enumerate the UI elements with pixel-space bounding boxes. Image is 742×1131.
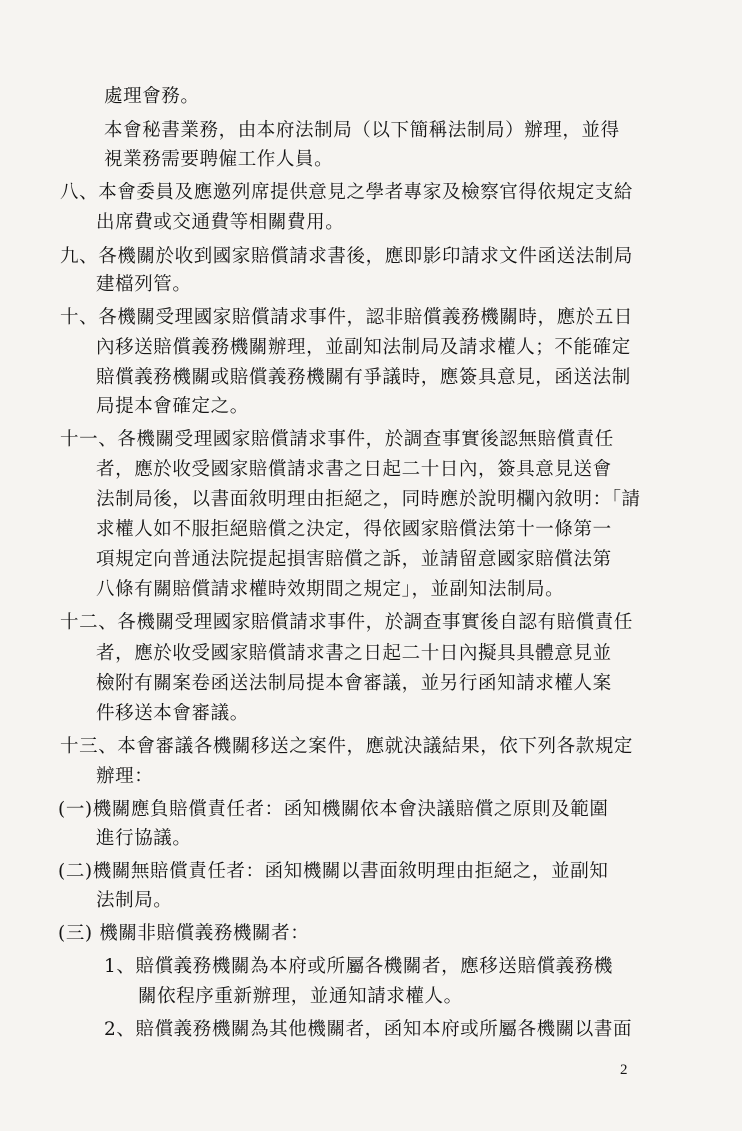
text-line: 項規定向普通法院提起損害賠償之訴，並請留意國家賠償法第 [96, 549, 612, 570]
text-line: 2、賠償義務機關為其他機關者，函知本府或所屬各機關以書面 [104, 1019, 633, 1040]
text-line: 進行協議。 [96, 828, 192, 849]
text-line: 求權人如不服拒絕賠償之決定，得依國家賠償法第十一條第一 [96, 519, 612, 540]
text-line: 十三、本會審議各機關移送之案件，應就決議結果，依下列各款規定 [60, 736, 634, 757]
text-line: 辦理： [96, 766, 154, 787]
text-line: 法制局。 [96, 890, 173, 911]
text-line: 十二、各機關受理國家賠償請求事件，於調查事實後自認有賠償責任 [60, 612, 634, 633]
text-line: 九、各機關於收到國家賠償請求書後，應即影印請求文件函送法制局 [60, 246, 634, 267]
text-line: 建檔列管。 [96, 274, 192, 295]
text-line: 1、賠償義務機關為本府或所屬各機關者，應移送賠償義務機 [104, 956, 613, 977]
text-line: 八條有關賠償請求權時效期間之規定」，並副知法制局。 [96, 579, 565, 600]
text-line: 賠償義務機關或賠償義務機關有爭議時，應簽具意見，函送法制 [96, 367, 631, 388]
text-line: (二)機關無賠償責任者：函知機關以書面敘明理由拒絕之，並副知 [58, 861, 609, 882]
text-line: 十一、各機關受理國家賠償請求事件，於調查事實後認無賠償責任 [60, 429, 614, 450]
text-line: 內移送賠償義務機關辦理，並副知法制局及請求權人；不能確定 [96, 337, 631, 358]
text-line: 處理會務。 [104, 86, 200, 107]
text-line: 本會秘書業務，由本府法制局（以下簡稱法制局）辦理，並得 [104, 120, 620, 141]
text-line: 出席費或交通費等相關費用。 [96, 212, 345, 233]
text-line: 八、本會委員及應邀列席提供意見之學者專家及檢察官得依規定支給 [60, 182, 634, 203]
text-line: 檢附有關案卷函送法制局提本會審議，並另行函知請求權人案 [96, 673, 612, 694]
text-line: 者，應於收受國家賠償請求書之日起二十日內擬具具體意見並 [96, 643, 612, 664]
page-number: 2 [620, 1062, 628, 1078]
text-line: 關依程序重新辦理，並通知請求權人。 [138, 986, 463, 1007]
text-line: 者，應於收受國家賠償請求書之日起二十日內，簽具意見送會 [96, 459, 612, 480]
text-line: 局提本會確定之。 [96, 396, 249, 417]
text-line: 十、各機關受理國家賠償請求事件，認非賠償義務機關時，應於五日 [60, 307, 634, 328]
text-line: (三) 機關非賠償義務機關者： [58, 923, 310, 944]
text-line: 件移送本會審議。 [96, 703, 249, 724]
text-line: (一)機關應負賠償責任者：函知機關依本會決議賠償之原則及範圍 [58, 799, 609, 820]
text-line: 法制局後，以書面敘明理由拒絕之，同時應於說明欄內敘明：「請 [96, 489, 641, 510]
text-line: 視業務需要聘僱工作人員。 [104, 149, 334, 170]
